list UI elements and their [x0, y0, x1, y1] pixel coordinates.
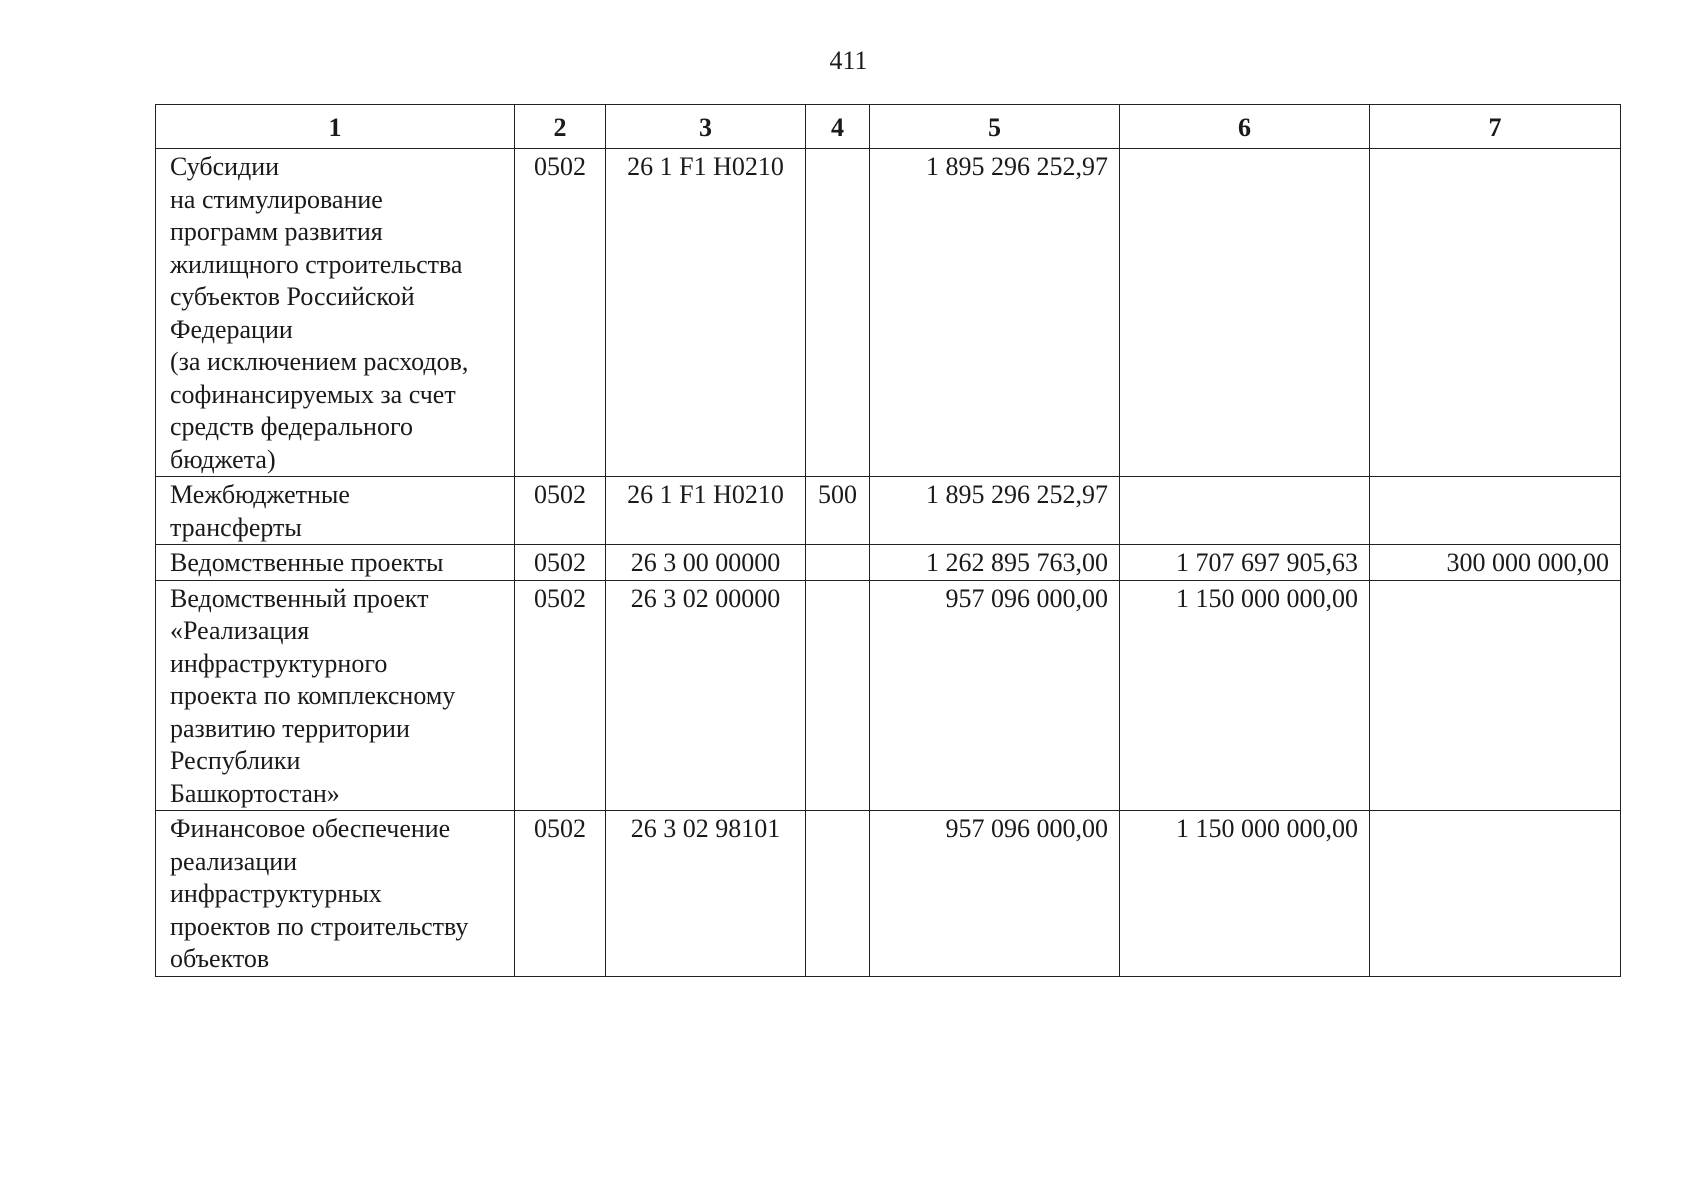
expense-type-cell — [806, 580, 870, 811]
expense-type-cell — [806, 545, 870, 581]
amount-column-6-cell: 1 150 000 000,00 — [1120, 811, 1370, 977]
amount-column-6-cell: 1 707 697 905,63 — [1120, 545, 1370, 581]
row-name-cell: Финансовое обеспечение реализации инфраструктурных проектов по строительству объектов — [156, 811, 515, 977]
amount-column-5-cell: 1 262 895 763,00 — [870, 545, 1120, 581]
amount-column-7-cell: 300 000 000,00 — [1370, 545, 1621, 581]
column-header-6: 6 — [1120, 105, 1370, 149]
column-header-5: 5 — [870, 105, 1120, 149]
table-header-row — [156, 105, 1621, 149]
amount-column-5-cell: 1 895 296 252,97 — [870, 149, 1120, 477]
amount-column-5-cell: 957 096 000,00 — [870, 580, 1120, 811]
amount-column-6-cell — [1120, 477, 1370, 545]
amount-column-7-cell — [1370, 149, 1621, 477]
section-code-cell: 0502 — [515, 580, 606, 811]
section-code-cell: 0502 — [515, 477, 606, 545]
table-row — [156, 545, 1621, 581]
amount-column-6-cell: 1 150 000 000,00 — [1120, 580, 1370, 811]
column-header-7: 7 — [1370, 105, 1621, 149]
row-name-cell: Субсидии на стимулирование программ развития жилищного строительства субъектов Российской Федерации (за исключением расходов, софинансируемых за счет средств федерального бюджета) — [156, 149, 515, 477]
target-article-cell: 26 1 F1 H0210 — [606, 477, 806, 545]
expense-type-cell: 500 — [806, 477, 870, 545]
amount-column-7-cell — [1370, 811, 1621, 977]
section-code-cell: 0502 — [515, 149, 606, 477]
expense-type-cell — [806, 149, 870, 477]
row-name-cell: Ведомственные проекты — [156, 545, 515, 581]
column-header-1: 1 — [156, 105, 515, 149]
table-row — [156, 149, 1621, 477]
amount-column-5-cell: 957 096 000,00 — [870, 811, 1120, 977]
target-article-cell: 26 1 F1 H0210 — [606, 149, 806, 477]
target-article-cell: 26 3 02 00000 — [606, 580, 806, 811]
amount-column-7-cell — [1370, 580, 1621, 811]
section-code-cell: 0502 — [515, 545, 606, 581]
table-row — [156, 811, 1621, 977]
column-header-3: 3 — [606, 105, 806, 149]
budget-table — [155, 104, 1621, 977]
amount-column-6-cell — [1120, 149, 1370, 477]
table-row — [156, 477, 1621, 545]
row-name-cell: Межбюджетные трансферты — [156, 477, 515, 545]
table-row — [156, 580, 1621, 811]
target-article-cell: 26 3 02 98101 — [606, 811, 806, 977]
page-number: 411 — [829, 46, 868, 75]
column-header-4: 4 — [806, 105, 870, 149]
row-name-cell: Ведомственный проект «Реализация инфраструктурного проекта по комплексному развитию территории Республики Башкортостан» — [156, 580, 515, 811]
amount-column-7-cell — [1370, 477, 1621, 545]
target-article-cell: 26 3 00 00000 — [606, 545, 806, 581]
amount-column-5-cell: 1 895 296 252,97 — [870, 477, 1120, 545]
column-header-2: 2 — [515, 105, 606, 149]
section-code-cell: 0502 — [515, 811, 606, 977]
expense-type-cell — [806, 811, 870, 977]
